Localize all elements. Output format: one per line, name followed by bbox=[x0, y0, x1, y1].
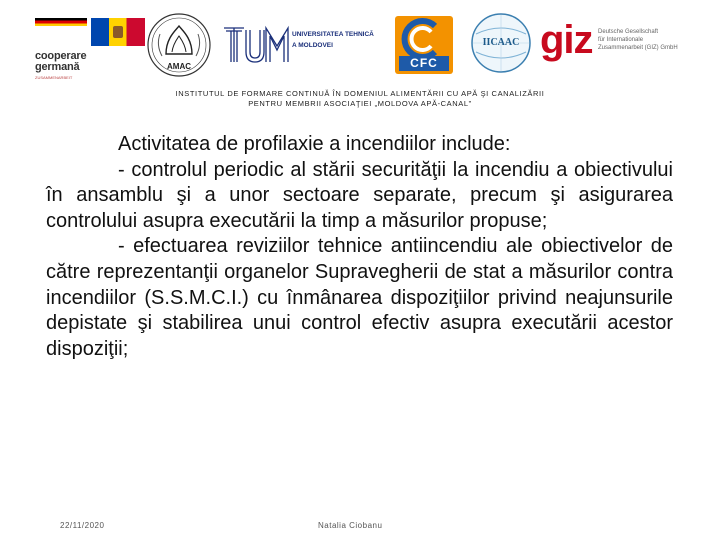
giz-logo bbox=[540, 20, 700, 70]
giz-wordmark: giz bbox=[540, 18, 593, 62]
iicaac-logo bbox=[470, 12, 532, 74]
giz-name-line1: Deutsche Gesellschaft bbox=[598, 29, 659, 35]
utm-monogram-icon bbox=[222, 22, 290, 68]
bullet-periodic-control: - controlul periodic al stării securităţii la incendiu a obiectivului în ansamblu şi a unor sectoare separate, precum şi asigurarea controlului asupra executării la timp a măsurilor propuse; bbox=[46, 158, 673, 232]
germana-label: germană bbox=[35, 61, 80, 73]
amac-label: AMAC bbox=[167, 62, 191, 71]
institute-subtitle: PENTRU MEMBRII ASOCIAŢIEI „MOLDOVA APĂ-CANAL” bbox=[248, 99, 472, 108]
utm-name-line1: UNIVERSITATEA TEHNICĂ bbox=[292, 31, 374, 38]
zusammenarbeit-label: ZUSAMMENARBEIT bbox=[35, 75, 73, 80]
utm-logo bbox=[222, 22, 382, 68]
institute-title: INSTITUTUL DE FORMARE CONTINUĂ ÎN DOMENIUL ALIMENTĂRII CU APĂ ŞI CANALIZĂRII bbox=[175, 89, 545, 98]
cfc-label: CFC bbox=[410, 56, 438, 70]
intro-paragraph: Activitatea de profilaxie a incendiilor include: bbox=[118, 133, 511, 155]
bullet-technical-revisions: - efectuarea reviziilor tehnice antiincendiu ale obiectivelor de către reprezentanţii organelor Supravegherii de stat a măsurilor contra incendiilor (S.S.M.C.I.) cu înmânarea dispoziţiilor privind neajunsurile depistate şi stabilirea unui control efectiv asupra executării acestor dispoziţii; bbox=[46, 235, 673, 360]
utm-name-line2: A MOLDOVEI bbox=[292, 42, 333, 49]
footer-date: 22/11/2020 bbox=[60, 521, 105, 530]
giz-name-line3: Zusammenarbeit (GIZ) GmbH bbox=[598, 45, 678, 51]
cooperare-germana-logo bbox=[35, 18, 135, 78]
slide-body bbox=[46, 132, 673, 362]
iicaac-label: IICAAC bbox=[482, 37, 520, 48]
footer-author: Natalia Ciobanu bbox=[318, 521, 383, 530]
giz-name-line2: für Internationale bbox=[598, 37, 644, 43]
moldova-flag-icon bbox=[91, 18, 145, 46]
logo-strip bbox=[0, 0, 720, 88]
cooperare-label: cooperare bbox=[35, 50, 87, 62]
germany-flag-icon bbox=[35, 18, 87, 26]
cfc-logo bbox=[395, 16, 453, 74]
amac-logo bbox=[146, 12, 212, 78]
